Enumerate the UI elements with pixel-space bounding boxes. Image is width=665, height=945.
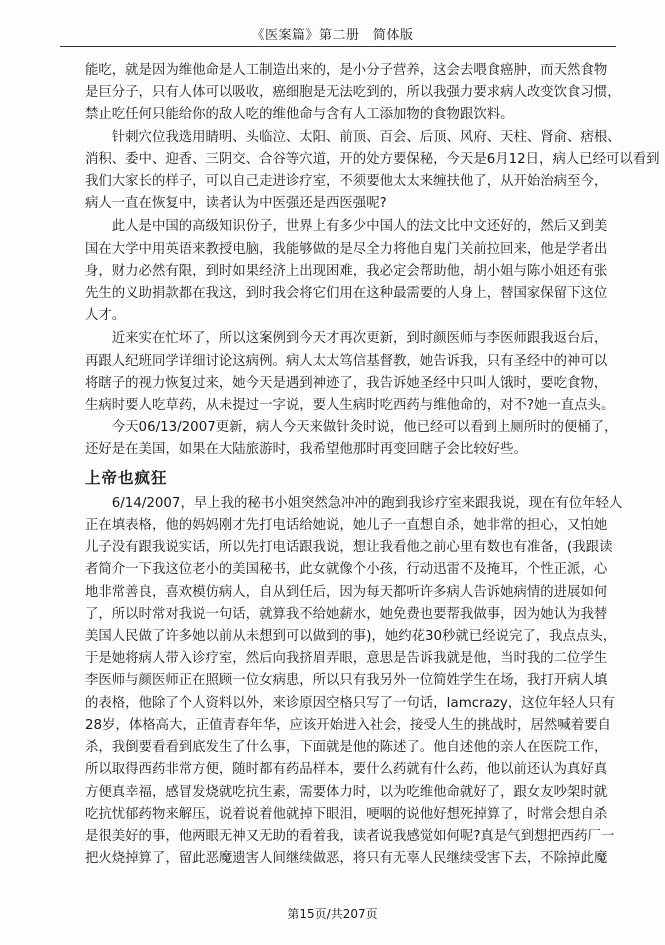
- paragraph-acupuncture: [85, 127, 660, 216]
- text-line: 于是她将病人带入诊疗室，然后向我挤眉弄眼，意思是告诉我就是他，当时我的二位学生: [85, 651, 608, 667]
- paragraph-young-man: [85, 493, 623, 870]
- page-header: 《医案篇》第二册 简体版: [251, 28, 414, 43]
- text-line: 还好是在美国，如果在大陆旅游时，我希望他那时再变回瞎子会比较好些。: [85, 442, 527, 458]
- text-line: 禁止吃任何只能给你的敌人吃的维他命与含有人工添加物的食物跟饮料。: [85, 107, 514, 123]
- paragraph-scholar: [85, 216, 608, 327]
- text-line: 吃抗忧郁药物来解压，说着说着他就掉下眼泪，哽咽的说他好想死掉算了，时常会想自杀: [85, 806, 608, 822]
- text-line: 的表格，他除了个人资料以外，来诊原因空格只写了一句话，Iamcrazy，这位年轻人只有: [85, 695, 615, 711]
- text-line: 国在大学中用英语来教授电脑，我能够做的是尽全力将他自鬼门关前拉回来，他是学者出: [85, 241, 608, 257]
- text-line: 能吃，就是因为维他命是人工制造出来的，是小分子营养，这会去喂食癌肿，而天然食物: [85, 63, 608, 78]
- header-divider: [60, 46, 616, 47]
- document-body: [85, 60, 660, 870]
- text-line: 所以取得西药非常方便，随时都有药品样本，要什么药就有什么药，他以前还认为真好真: [85, 762, 608, 778]
- text-line: 生病时要人吃草药，从未提过一字说，要人生病时吃西药与维他命的，对不?她一直点头。: [85, 398, 615, 414]
- text-line: 人才。: [85, 308, 126, 324]
- text-line: 杀，我倒要看看到底发生了什么事，下面就是他的陈述了。他自述他的亲人在医院工作，: [85, 740, 608, 756]
- text-line: 美国人民做了许多她以前从未想到可以做到的事)，她约花30秒就已经说完了，我点点头，: [85, 629, 617, 645]
- text-line: 了，所以时常对我说一句话，就算我不给她薪水，她免费也要帮我做事，因为她认为我替: [85, 606, 608, 622]
- text-line: 儿子没有跟我说实话，所以先打电话跟我说，想让我看他之前心里有数也有准备，(我跟读: [85, 540, 613, 556]
- paragraph-update: [85, 328, 615, 417]
- text-line: 方便真幸福，感冒发烧就吃抗生素，需要体力时，以为吃维他命就好了，跟女友吵架时就: [85, 784, 608, 800]
- text-line: 此人是中国的高级知识份子，世界上有多少中国人的法文比中文还好的，然后又到美: [85, 219, 608, 235]
- text-line: 近来实在忙坏了，所以这案例到今天才再次更新，到时颜医师与李医师跟我返台后，: [85, 331, 608, 347]
- text-line: 今天06/13/2007更新，病人今天来做针灸时说，他已经可以看到上厕所时的便桶了，: [85, 420, 618, 436]
- text-line: 28岁，体格高大，正值青春年华，应该开始进入社会，接受人生的挑战时，居然喊着要自: [85, 717, 611, 733]
- text-line: 先生的义助捐款都在我这，到时我会将它们用在这种最需要的人身上，替国家保留下这位: [85, 286, 608, 302]
- text-line: 李医师与颜医师正在照顾一位女病患，所以只有我另外一位简姓学生在场，我打开病人填: [85, 673, 608, 689]
- text-line: 地非常善良，喜欢模仿病人，自从到任后，因为每天都听许多病人告诉她病情的进展如何: [85, 584, 608, 600]
- text-line: 是很美好的事，他两眼无神又无助的看着我，读者说我感觉如何呢?真是气到想把西药厂一: [85, 828, 615, 844]
- page-number: 第15页/共207页: [287, 907, 378, 921]
- text-line: 我们大家长的样子，可以自己走进诊疗室，不须要他太太来缠扶他了，从开始治病至今，: [85, 174, 608, 190]
- text-line: 是巨分子，只有人体可以吸收，癌细胞是无法吃到的，所以我强力要求病人改变饮食习惯，: [85, 85, 621, 101]
- text-line: 正在填表格，他的妈妈刚才先打电话给她说，她儿子一直想自杀，她非常的担心，又怕她: [85, 518, 608, 534]
- text-line: 再跟人纪班同学详细讨论这病例。病人太太笃信基督教，她告诉我，只有圣经中的神可以: [85, 353, 608, 369]
- paragraph-vitamin: [85, 60, 621, 127]
- text-line: 针刺穴位我选用睛明、头临泣、太阳、前顶、百会、后顶、风府、天柱、肾俞、痞根、: [85, 129, 621, 145]
- text-line: 消积、委中、迎香、三阴交、合谷等穴道，开的处方要保秘，今天是6月12日，病人已经可以看到: [85, 151, 660, 167]
- text-line: 病人一直在恢复中，读者认为中医强还是西医强呢?: [85, 196, 387, 212]
- text-line: 者简介一下我这位老小的美国秘书，此女就像个小孩，行动迅雷不及掩耳，个性正派，心: [85, 562, 608, 578]
- text-line: 将瞎子的视力恢复过来，她今天是遇到神迹了，我告诉她圣经中只叫人饿时，要吃食物，: [85, 375, 608, 391]
- paragraph-update-0613: [85, 417, 618, 461]
- text-line: 把火烧掉算了，留此恶魔遗害人间继续做恶，将只有无辜人民继续受害下去，不除掉此魔: [85, 851, 608, 867]
- section-heading: 上帝也疯狂: [85, 468, 168, 487]
- text-line: 6/14/2007，早上我的秘书小姐突然急冲冲的跑到我诊疗室来跟我说，现在有位年轻人: [85, 495, 623, 511]
- text-line: 身，财力必然有限，到时如果经济上出现困难，我必定会帮助他，胡小姐与陈小姐还有张: [85, 263, 608, 279]
